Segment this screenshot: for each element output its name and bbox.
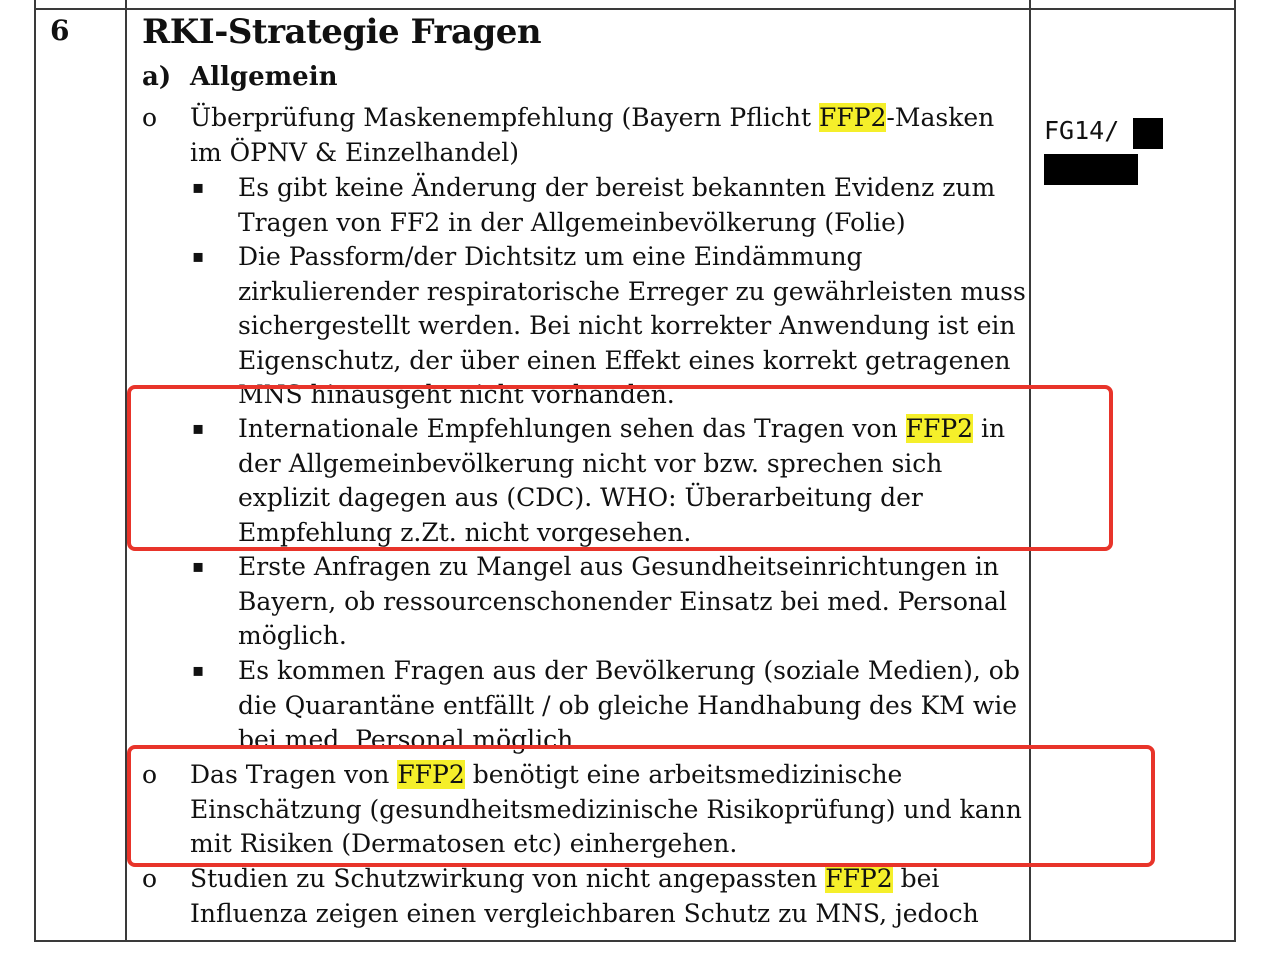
square-bullet-icon: ▪ [192,418,205,439]
row-number: 6 [50,14,70,47]
ffp2-highlight: FFP2 [819,103,887,132]
square-bullet-icon: ▪ [192,246,205,267]
square-bullet-icon: ▪ [192,556,205,577]
ffp2-highlight: FFP2 [905,414,974,443]
item-line: MNS hinausgeht nicht vorhanden. [238,380,675,409]
circle-bullet-icon: o [142,864,158,893]
square-bullet-icon: ▪ [192,177,205,198]
redaction-bar [1044,154,1138,185]
item-line: Empfehlung z.Zt. nicht vorgesehen. [238,517,692,547]
item-line: Studien zu Schutzwirkung von nicht angepassten FFP2 bei [190,864,940,893]
item-line: mit Risiken (Dermatosen etc) einhergehen. [190,829,738,858]
list-item [192,550,1007,654]
table-top-rule [34,8,1236,10]
section-title: RKI-Strategie Fragen [142,12,542,52]
redaction-bar [1133,118,1163,149]
item-line: sichergestellt werden. Bei nicht korrekter Anwendung ist ein [238,311,1016,340]
item-line: explizit dagegen aus (CDC). WHO: Überarbeitung der [238,483,923,512]
circle-bullet-icon: o [142,760,158,789]
item-line: Bayern, ob ressourcenschonender Einsatz bei med. Personal [238,586,1007,616]
list-item [192,171,996,240]
item-line: Eigenschutz, der über einen Effekt eines korrekt getragenen [238,345,1011,375]
item-line: Überprüfung Maskenempfehlung (Bayern Pflicht FFP2-Masken [190,103,995,132]
square-bullet-icon: ▪ [192,660,205,681]
circle-bullet-icon: o [142,103,158,132]
item-line: bei med. Personal möglich. [238,725,582,754]
item-line: der Allgemeinbevölkerung nicht vor bzw. sprechen sich [238,448,943,478]
item-line: im ÖPNV & Einzelhandel) [190,137,520,167]
responsible-unit: FG14/ [1044,116,1120,145]
item-line: Es gibt keine Änderung der bereist bekannten Evidenz zum [238,173,996,202]
list-item [142,101,995,170]
item-line: möglich. [238,621,347,650]
ffp2-highlight: FFP2 [825,864,893,893]
subsection-marker: a) [142,62,172,92]
item-line: Internationale Empfehlungen sehen das Tragen von FFP2 in [238,414,1006,443]
item-line: Es kommen Fragen aus der Bevölkerung (soziale Medien), ob [238,656,1020,685]
item-line: Tragen von FF2 in der Allgemeinbevölkerung (Folie) [238,207,906,237]
item-line: Die Passform/der Dichtsitz um eine Eindämmung [238,242,863,271]
annotation-box [127,385,1113,551]
item-line: zirkulierender respiratorische Erreger zu gewährleisten muss [238,276,1026,306]
item-line: die Quarantäne entfällt / ob gleiche Handhabung des KM wie [238,690,1018,720]
ffp2-highlight: FFP2 [397,760,465,789]
item-line: Einschätzung (gesundheitsmedizinische Risikoprüfung) und kann [190,794,1022,824]
item-line: Erste Anfragen zu Mangel aus Gesundheitseinrichtungen in [238,552,999,581]
item-line: Influenza zeigen einen vergleichbaren Schutz zu MNS, jedoch [190,898,979,928]
subsection-heading: Allgemein [190,62,338,92]
item-line: Das Tragen von FFP2 benötigt eine arbeitsmedizinische [190,760,903,789]
annotation-box [127,745,1155,867]
list-item [192,654,1020,758]
list-item [142,862,979,931]
